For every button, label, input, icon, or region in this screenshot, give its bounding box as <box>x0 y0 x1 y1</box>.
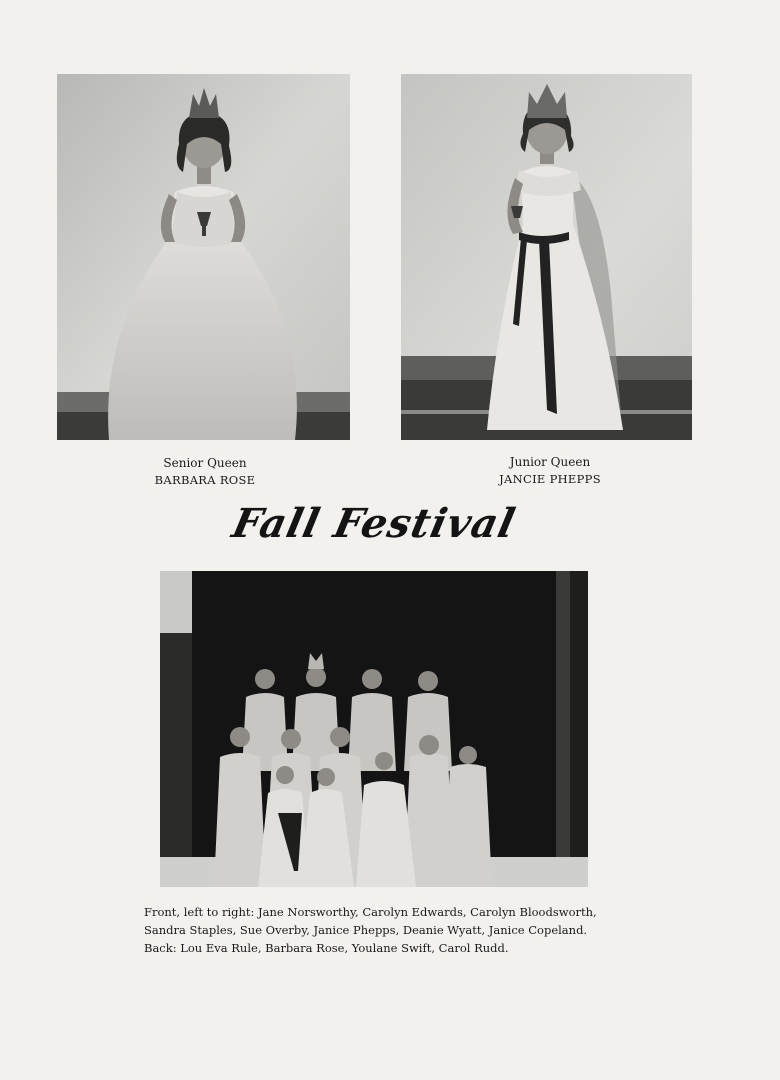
group-caption-line-1: Front, left to right: Jane Norsworthy, Carolyn Edwards, Carolyn Bloodsworth, <box>144 905 597 919</box>
senior-queen-title: Senior Queen <box>163 456 247 470</box>
group-caption-line-2: Sandra Staples, Sue Overby, Janice Phepps, Deanie Wyatt, Janice Copeland. <box>144 923 588 937</box>
senior-queen-photo <box>57 74 350 440</box>
festival-court-group-photo <box>160 571 588 887</box>
senior-queen-name: BARBARA ROSE <box>154 473 256 487</box>
senior-queen-photo-image <box>57 74 350 440</box>
junior-queen-name: JANCIE PHEPPS <box>499 472 601 486</box>
junior-queen-title: Junior Queen <box>509 455 591 469</box>
senior-queen-caption <box>105 455 305 489</box>
group-photo-caption <box>144 903 634 957</box>
group-caption-line-3: Back: Lou Eva Rule, Barbara Rose, Youlane Swift, Carol Rudd. <box>144 941 509 955</box>
junior-queen-photo <box>401 74 692 440</box>
festival-title: Fall Festival <box>228 500 520 547</box>
festival-court-group-photo-image <box>160 571 588 887</box>
junior-queen-photo-image <box>401 74 692 440</box>
junior-queen-caption <box>450 454 650 488</box>
